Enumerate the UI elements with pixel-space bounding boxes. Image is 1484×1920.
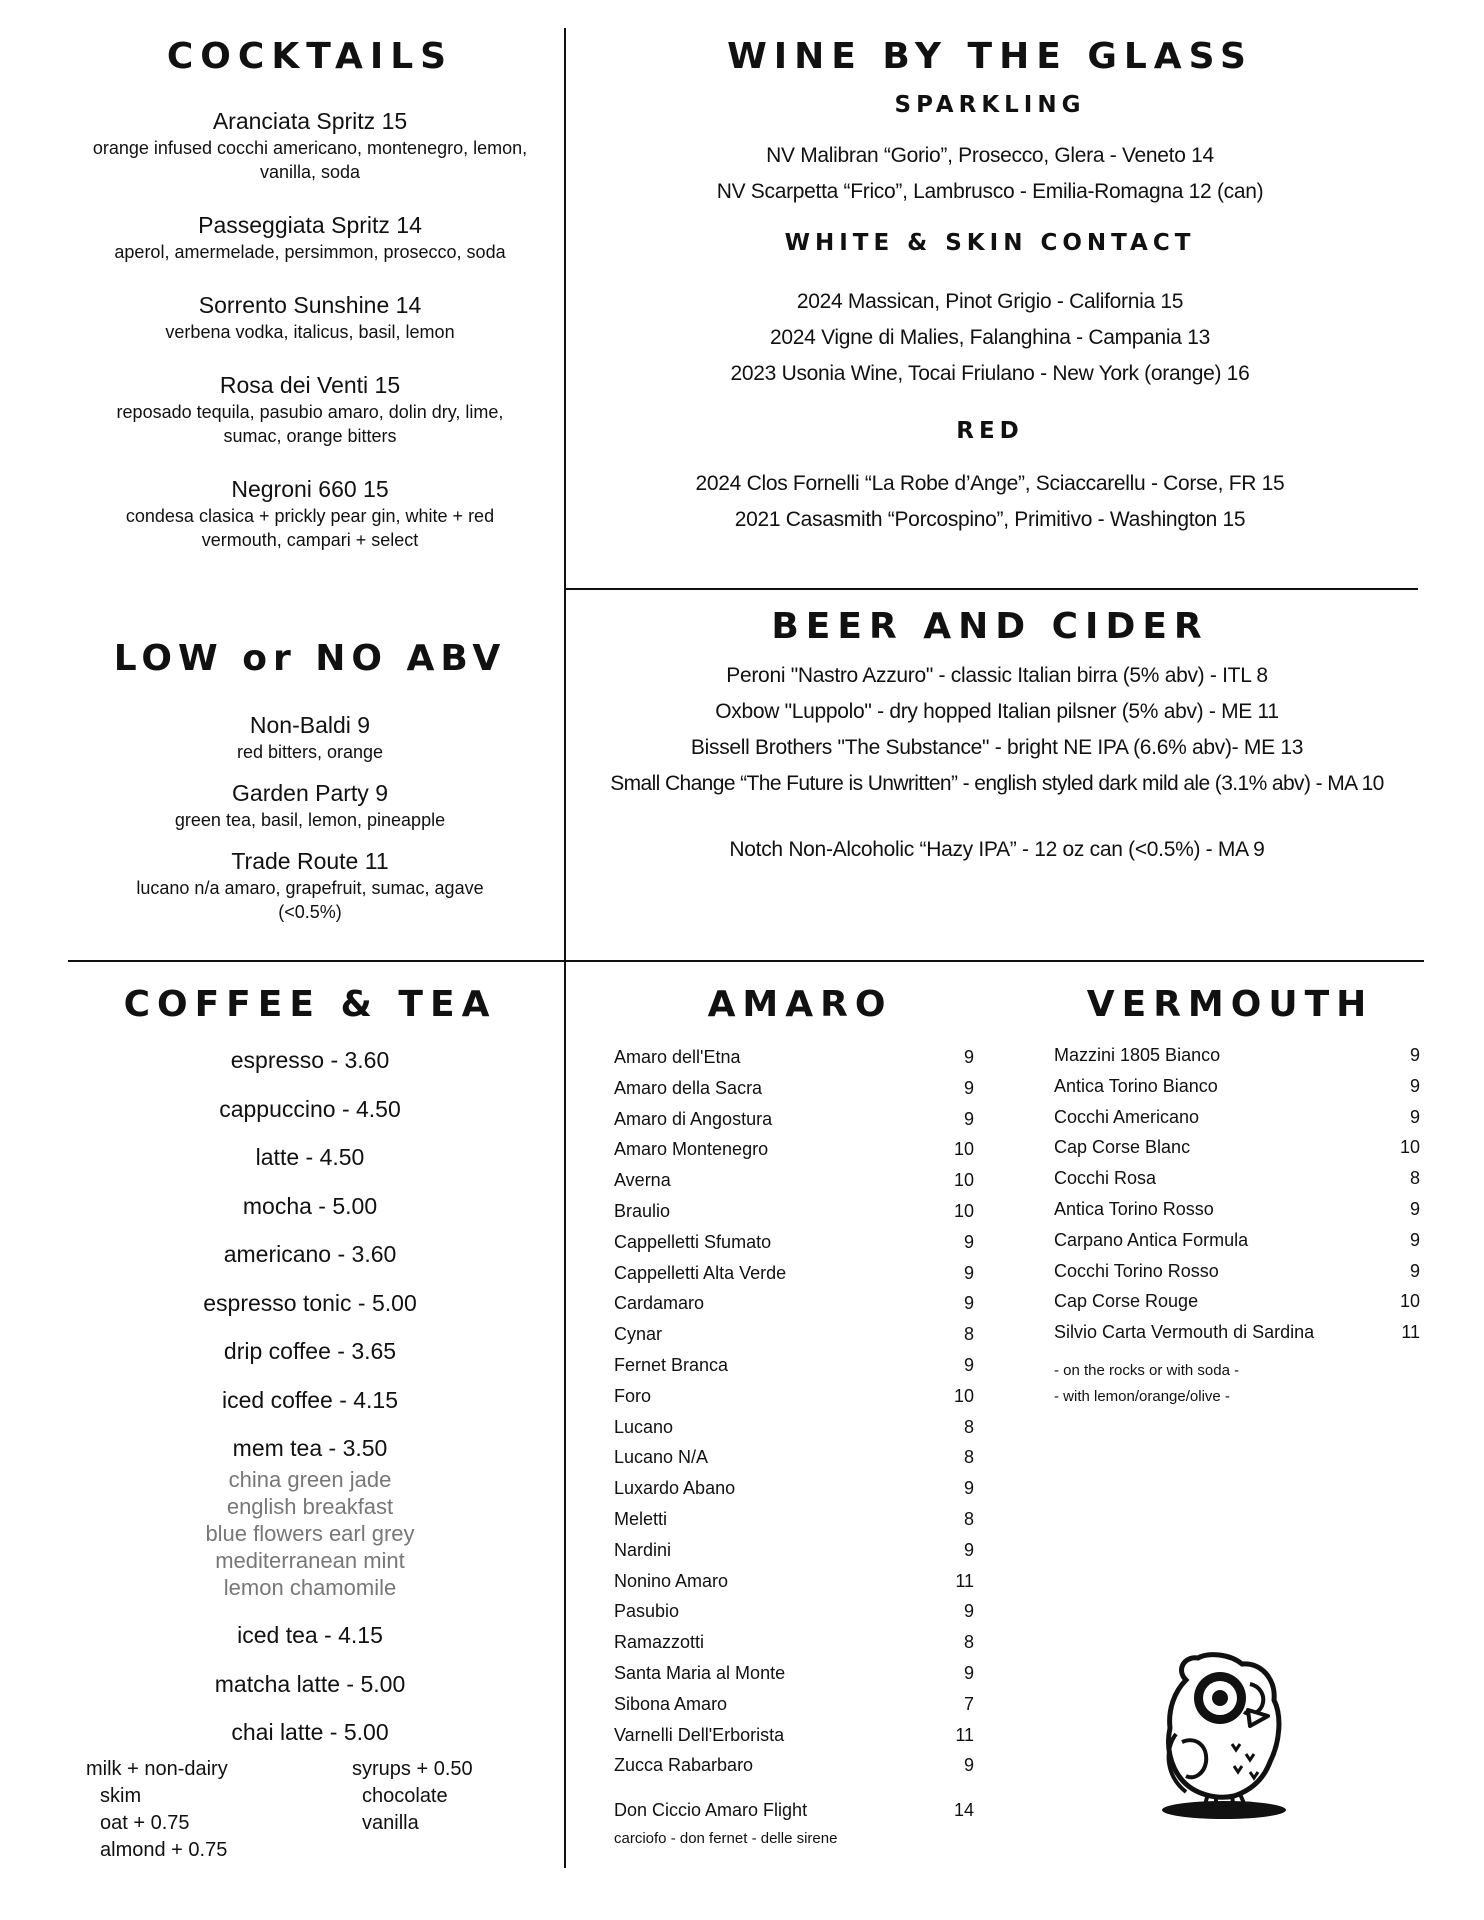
amaro-row (614, 1196, 974, 1227)
vermouth-name: Silvio Carta Vermouth di Sardina (1054, 1322, 1315, 1343)
amaro-row (614, 1627, 974, 1658)
low-abv-heading: LOW or NO ABV (113, 638, 507, 679)
amaro-name: Averna (614, 1170, 671, 1191)
amaro-flight-price: 14 (953, 1800, 974, 1821)
amaro-row (614, 1412, 974, 1443)
low-abv-item (110, 778, 510, 832)
vermouth-price: 8 (1409, 1168, 1420, 1189)
coffee-line: mocha - 5.00 (242, 1192, 378, 1219)
vermouth-row (1054, 1317, 1420, 1348)
vermouth-name: Carpano Antica Formula (1054, 1229, 1249, 1250)
amaro-name: Cardamaro (614, 1293, 705, 1314)
vermouth-list (1054, 1040, 1420, 1410)
vermouth-price: 9 (1409, 1075, 1420, 1096)
amaro-name: Zucca Rabarbaro (614, 1755, 754, 1776)
vermouth-note: - with lemon/orange/olive - (1054, 1387, 1230, 1405)
amaro-name: Ramazzotti (614, 1632, 705, 1653)
sparkling-list (566, 138, 1414, 210)
amaro-flight-name: Don Ciccio Amaro Flight (614, 1800, 808, 1821)
amaro-heading: AMARO (707, 984, 893, 1025)
wine-line: 2024 Massican, Pinot Grigio - California 15 (796, 290, 1184, 313)
amaro-row (614, 1596, 974, 1627)
white-heading: WHITE & SKIN CONTACT (784, 230, 1196, 256)
amaro-row (614, 1381, 974, 1412)
coffee-heading: COFFEE & TEA (123, 984, 497, 1025)
syrup-options (352, 1756, 473, 1837)
amaro-price: 8 (963, 1324, 974, 1345)
amaro-price: 9 (963, 1293, 974, 1314)
wine-line: 2021 Casasmith “Porcospino”, Primitivo - Washington 15 (734, 508, 1246, 531)
amaro-row (614, 1165, 974, 1196)
amaro-price: 10 (953, 1385, 974, 1406)
vermouth-row (1054, 1194, 1420, 1225)
amaro-row (614, 1288, 974, 1319)
vermouth-row (1054, 1256, 1420, 1287)
amaro-name: Lucano N/A (614, 1447, 709, 1468)
milk-item: almond + 0.75 (100, 1839, 228, 1861)
wine-line: NV Malibran “Gorio”, Prosecco, Glera - Veneto 14 (766, 144, 1214, 167)
amaro-row (614, 1104, 974, 1135)
coffee-line: iced coffee - 4.15 (221, 1386, 399, 1413)
coffee-line: americano - 3.60 (223, 1241, 397, 1267)
milk-item: oat + 0.75 (100, 1812, 190, 1834)
low-abv-name: Non-Baldi 9 (249, 712, 371, 738)
amaro-price: 9 (963, 1601, 974, 1622)
beer-heading: BEER AND CIDER (771, 606, 1209, 647)
cocktails-heading: COCKTAILS (166, 36, 454, 77)
amaro-price: 8 (963, 1447, 974, 1468)
milk-options (86, 1756, 228, 1864)
amaro-price: 11 (955, 1570, 974, 1591)
vermouth-row (1054, 1132, 1420, 1163)
low-abv-item (110, 710, 510, 764)
amaro-row (614, 1319, 974, 1350)
amaro-list (614, 1042, 974, 1852)
amaro-price: 9 (963, 1539, 974, 1560)
vermouth-name: Antica Torino Rosso (1054, 1198, 1214, 1219)
red-heading: RED (956, 418, 1024, 444)
cocktail-item (90, 210, 530, 264)
wine-line: NV Scarpetta “Frico”, Lambrusco - Emilia-Romagna 12 (can) (716, 180, 1264, 203)
amaro-price: 9 (963, 1108, 974, 1129)
amaro-name: Luxardo Abano (614, 1478, 736, 1499)
amaro-name: Amaro della Sacra (614, 1077, 763, 1098)
amaro-name: Fernet Branca (614, 1354, 729, 1375)
cocktail-desc: aperol, amermelade, persimmon, prosecco, soda (114, 242, 506, 262)
amaro-price: 9 (963, 1231, 974, 1252)
coffee-line: chai latte - 5.00 (231, 1719, 389, 1745)
amaro-price: 9 (963, 1262, 974, 1283)
amaro-name: Nardini (614, 1539, 672, 1560)
coffee-list (100, 1036, 520, 1757)
syrup-item: chocolate (362, 1785, 448, 1807)
vermouth-name: Cocchi Americano (1054, 1106, 1200, 1127)
vermouth-price: 9 (1409, 1106, 1420, 1127)
beer-line: Oxbow "Luppolo" - dry hopped Italian pilsner (5% abv) - ME 11 (715, 700, 1279, 723)
vermouth-name: Antica Torino Bianco (1054, 1075, 1218, 1096)
amaro-name: Lucano (614, 1416, 674, 1437)
divider-lower (68, 960, 1424, 962)
cocktail-desc: verbena vodka, italicus, basil, lemon (165, 322, 455, 342)
low-abv-name: Garden Party 9 (232, 780, 388, 806)
amaro-price: 8 (963, 1416, 974, 1437)
amaro-row (614, 1042, 974, 1073)
coffee-line: mem tea - 3.50 (232, 1435, 388, 1461)
syrup-item: vanilla (362, 1812, 419, 1834)
amaro-row (614, 1134, 974, 1165)
milk-item: skim (100, 1785, 142, 1807)
cocktail-name: Passeggiata Spritz 14 (198, 212, 422, 238)
amaro-name: Varnelli Dell'Erborista (614, 1724, 785, 1745)
coffee-line: cappuccino - 4.50 (219, 1095, 401, 1122)
vermouth-price: 9 (1409, 1229, 1420, 1250)
low-abv-desc: lucano n/a amaro, grapefruit, sumac, agave (<0.5%) (136, 878, 484, 922)
vermouth-row (1054, 1163, 1420, 1194)
cocktail-item (90, 290, 530, 344)
vermouth-row (1054, 1071, 1420, 1102)
amaro-row (614, 1473, 974, 1504)
coffee-line: drip coffee - 3.65 (223, 1338, 397, 1364)
low-abv-list (110, 710, 510, 924)
vermouth-heading: VERMOUTH (1086, 984, 1374, 1025)
amaro-price: 11 (955, 1724, 974, 1745)
amaro-row (614, 1504, 974, 1535)
coffee-line: latte - 4.50 (255, 1144, 365, 1170)
vermouth-note: - on the rocks or with soda - (1054, 1361, 1240, 1379)
cocktail-name: Rosa dei Venti 15 (219, 372, 401, 398)
syrup-title: syrups + 0.50 (352, 1758, 473, 1780)
cocktail-item (90, 106, 530, 184)
amaro-row (614, 1566, 974, 1597)
low-abv-name: Trade Route 11 (231, 848, 389, 874)
cocktail-name: Negroni 660 15 (231, 476, 389, 502)
coffee-line: matcha latte - 5.00 (214, 1670, 406, 1697)
vermouth-price: 9 (1409, 1260, 1420, 1281)
tea-item: blue flowers earl grey (205, 1521, 415, 1546)
tea-item: english breakfast (226, 1494, 394, 1519)
vermouth-name: Cocchi Rosa (1054, 1168, 1157, 1189)
amaro-name: Foro (614, 1385, 652, 1406)
cocktail-item (90, 474, 530, 552)
amaro-price: 7 (963, 1693, 974, 1714)
wine-line: 2024 Clos Fornelli “La Robe d’Ange”, Sciaccarellu - Corse, FR 15 (695, 472, 1285, 495)
coffee-line: iced tea - 4.15 (237, 1622, 383, 1648)
amaro-name: Cappelletti Sfumato (614, 1231, 772, 1252)
beer-line: Small Change “The Future is Unwritten” - english styled dark mild ale (3.1% abv) - MA 10 (610, 772, 1384, 795)
amaro-row (614, 1689, 974, 1720)
cocktail-name: Sorrento Sunshine 14 (198, 292, 422, 318)
cocktail-desc: orange infused cocchi americano, montenegro, lemon, vanilla, soda (92, 138, 528, 182)
vermouth-name: Cap Corse Rouge (1054, 1291, 1199, 1312)
amaro-name: Braulio (614, 1200, 671, 1221)
amaro-price: 10 (953, 1139, 974, 1160)
amaro-name: Meletti (614, 1508, 668, 1529)
amaro-price: 9 (963, 1478, 974, 1499)
amaro-flight-row (614, 1795, 974, 1826)
vermouth-row (1054, 1225, 1420, 1256)
coffee-line: espresso - 3.60 (230, 1047, 390, 1073)
low-abv-item (110, 846, 510, 924)
amaro-row (614, 1227, 974, 1258)
tea-item: china green jade (228, 1467, 392, 1492)
amaro-row (614, 1258, 974, 1289)
vermouth-row (1054, 1286, 1420, 1317)
wine-heading: WINE BY THE GLASS (727, 36, 1253, 77)
tea-item: lemon chamomile (223, 1575, 397, 1600)
divider-beer-top (565, 588, 1418, 590)
owl-icon (1146, 1650, 1316, 1826)
cocktail-name: Aranciata Spritz 15 (212, 108, 408, 134)
amaro-price: 8 (963, 1632, 974, 1653)
vermouth-name: Mazzini 1805 Bianco (1054, 1045, 1221, 1065)
vermouth-name: Cocchi Torino Rosso (1054, 1260, 1219, 1281)
amaro-price: 9 (963, 1354, 974, 1375)
cocktails-list (90, 106, 530, 578)
amaro-name: Santa Maria al Monte (614, 1662, 786, 1683)
cocktail-desc: reposado tequila, pasubio amaro, dolin dry, lime, sumac, orange bitters (116, 402, 504, 446)
amaro-name: Sibona Amaro (614, 1693, 728, 1714)
vermouth-price: 9 (1409, 1045, 1420, 1065)
amaro-price: 9 (963, 1077, 974, 1098)
milk-title: milk + non-dairy (86, 1758, 228, 1780)
white-list (566, 284, 1414, 392)
amaro-name: Cynar (614, 1324, 663, 1345)
cocktail-desc: condesa clasica + prickly pear gin, white + red vermouth, campari + select (125, 506, 495, 550)
amaro-row (614, 1720, 974, 1751)
tea-item: mediterranean mint (215, 1548, 405, 1573)
coffee-line: espresso tonic - 5.00 (203, 1289, 417, 1316)
amaro-row (614, 1442, 974, 1473)
vermouth-price: 11 (1401, 1322, 1420, 1343)
amaro-name: Pasubio (614, 1601, 680, 1622)
amaro-name: Cappelletti Alta Verde (614, 1262, 787, 1283)
beer-line: Bissell Brothers "The Substance" - bright NE IPA (6.6% abv)- ME 13 (690, 736, 1304, 759)
amaro-price: 9 (963, 1047, 974, 1067)
vermouth-price: 10 (1399, 1291, 1420, 1312)
low-abv-desc: green tea, basil, lemon, pineapple (174, 810, 446, 830)
beer-non-alc-line: Notch Non-Alcoholic “Hazy IPA” - 12 oz can (<0.5%) - MA 9 (729, 838, 1265, 861)
sparkling-heading: SPARKLING (894, 92, 1086, 118)
amaro-name: Amaro dell'Etna (614, 1047, 741, 1067)
amaro-price: 9 (963, 1755, 974, 1776)
amaro-price: 9 (963, 1662, 974, 1683)
tea-list (100, 1466, 520, 1601)
amaro-price: 10 (953, 1200, 974, 1221)
amaro-row (614, 1658, 974, 1689)
wine-line: 2024 Vigne di Malies, Falanghina - Campania 13 (770, 326, 1210, 349)
vermouth-price: 10 (1399, 1137, 1420, 1158)
owl-icon-svg (1146, 1650, 1316, 1826)
beer-line: Peroni "Nastro Azzuro" - classic Italian birra (5% abv) - ITL 8 (726, 664, 1268, 687)
amaro-row (614, 1073, 974, 1104)
amaro-row (614, 1750, 974, 1781)
amaro-row (614, 1350, 974, 1381)
vermouth-price: 9 (1409, 1198, 1420, 1219)
vermouth-row (1054, 1040, 1420, 1071)
amaro-name: Amaro Montenegro (614, 1139, 769, 1160)
vermouth-row (1054, 1102, 1420, 1133)
amaro-name: Nonino Amaro (614, 1570, 729, 1591)
amaro-name: Amaro di Angostura (614, 1108, 773, 1129)
amaro-price: 10 (953, 1170, 974, 1191)
amaro-price: 8 (963, 1508, 974, 1529)
red-list (566, 466, 1414, 538)
low-abv-desc: red bitters, orange (236, 742, 384, 762)
cocktail-item (90, 370, 530, 448)
amaro-row (614, 1535, 974, 1566)
vermouth-name: Cap Corse Blanc (1054, 1137, 1191, 1158)
beer-list (566, 658, 1428, 868)
amaro-flight-desc: carciofo - don fernet - delle sirene (614, 1829, 838, 1847)
vermouth-notes (1054, 1358, 1420, 1410)
wine-line: 2023 Usonia Wine, Tocai Friulano - New York (orange) 16 (730, 362, 1250, 385)
